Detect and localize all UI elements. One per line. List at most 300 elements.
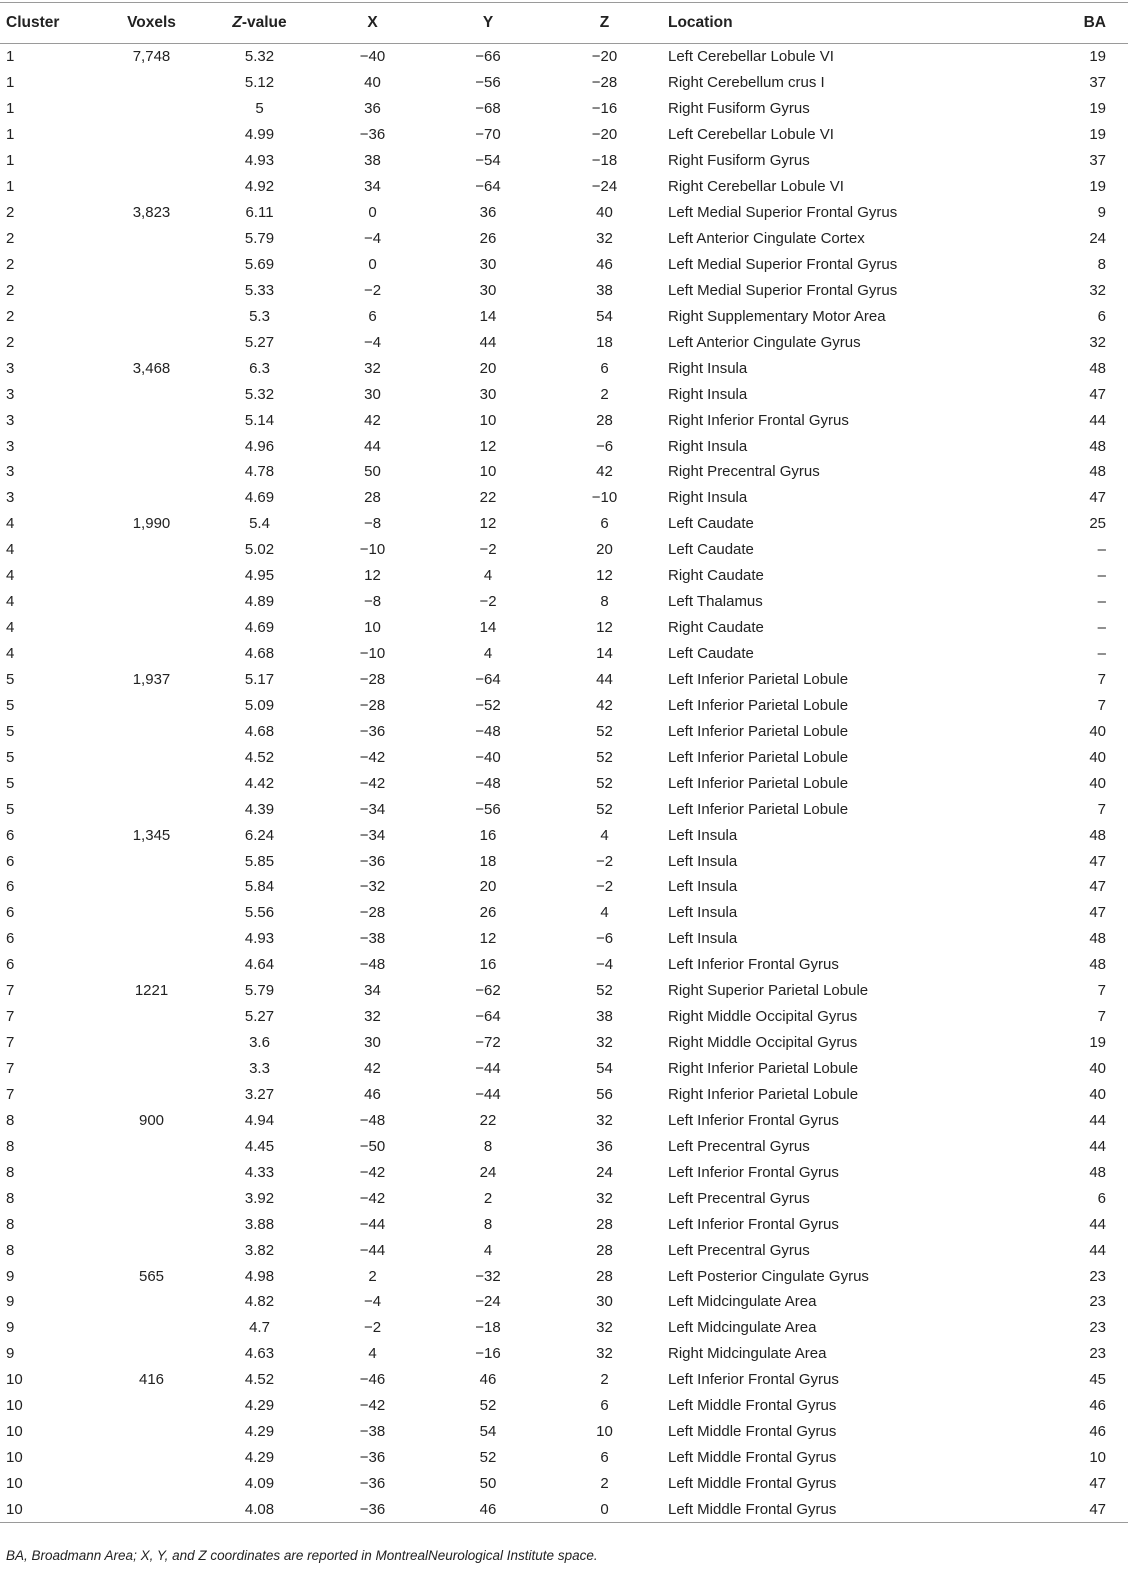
cell-cluster: 1 (6, 178, 15, 196)
cell-z: 10 (596, 1423, 613, 1441)
header-z-value (203, 3, 316, 44)
header-y: Y (429, 3, 547, 44)
cell-x: 0 (368, 204, 377, 222)
cell-cluster: 10 (6, 1449, 23, 1467)
cell-z-value: 4.52 (244, 748, 275, 766)
cell-voxels (100, 1315, 203, 1341)
cell-z: 18 (596, 333, 613, 351)
cell-voxels (100, 537, 203, 563)
table-row (0, 1263, 1128, 1289)
cell-location: Right Middle Occipital Gyrus (668, 1008, 858, 1026)
cell-z: 38 (596, 1008, 613, 1026)
cell-voxels (100, 1082, 203, 1108)
cell-cluster: 1 (6, 74, 15, 92)
cell-location: Right Inferior Parietal Lobule (668, 1085, 859, 1103)
cell-voxels (100, 900, 203, 926)
cell-ba: 48 (1089, 1163, 1106, 1181)
cell-z: 6 (600, 515, 609, 533)
table-row (0, 1030, 1128, 1056)
cell-voxels (100, 770, 203, 796)
cell-z: 32 (596, 1111, 613, 1129)
cell-x: −34 (359, 800, 386, 818)
cell-location: Left Anterior Cingulate Gyrus (668, 333, 861, 351)
cell-y: −16 (475, 1345, 501, 1363)
cell-x: −42 (359, 1397, 386, 1415)
cell-voxels: 1,345 (132, 826, 171, 844)
cell-ba: 25 (1089, 515, 1106, 533)
cell-location: Left Caudate (668, 515, 754, 533)
header-ba: BA (970, 3, 1128, 44)
cell-x: −28 (359, 696, 386, 714)
cell-y: −56 (475, 800, 501, 818)
cell-ba: 48 (1089, 826, 1106, 844)
cell-voxels (100, 1445, 203, 1471)
cell-location: Left Insula (668, 930, 738, 948)
cell-y: −70 (475, 126, 501, 144)
cell-y: 4 (483, 567, 493, 585)
cell-location: Left Insula (668, 826, 738, 844)
cell-voxels (100, 226, 203, 252)
table-row (0, 485, 1128, 511)
cell-y: 46 (429, 1497, 547, 1523)
cell-x: 2 (368, 1267, 377, 1285)
cell-x: −50 (359, 1137, 386, 1155)
cell-ba: 8 (1097, 255, 1106, 273)
cell-cluster: 1 (6, 126, 15, 144)
cell-ba: – (1097, 645, 1106, 663)
cell-z: 14 (596, 645, 613, 663)
cell-location: Right Superior Parietal Lobule (668, 982, 869, 1000)
cell-voxels (100, 1056, 203, 1082)
cell-location: Left Inferior Parietal Lobule (668, 800, 849, 818)
cell-ba: 19 (1089, 1034, 1106, 1052)
table-row (0, 1056, 1128, 1082)
cell-cluster: 7 (6, 1008, 15, 1026)
cell-ba: 37 (1089, 74, 1106, 92)
cell-y: 52 (479, 1449, 497, 1467)
cell-z-value: 4.99 (244, 126, 275, 144)
cell-location: Left Precentral Gyrus (668, 1137, 810, 1155)
cell-location: Left Inferior Frontal Gyrus (668, 1163, 839, 1181)
cell-y: −72 (475, 1034, 501, 1052)
cell-z: 52 (596, 774, 613, 792)
cell-y: 30 (479, 255, 497, 273)
cell-y: −54 (475, 152, 501, 170)
cell-voxels (100, 926, 203, 952)
cell-location: Left Inferior Frontal Gyrus (668, 1111, 839, 1129)
cell-z: 44 (596, 670, 613, 688)
cell-x: 50 (364, 463, 381, 481)
cell-cluster: 4 (6, 567, 15, 585)
cell-voxels (100, 1030, 203, 1056)
cell-location: Right Inferior Parietal Lobule (668, 1060, 859, 1078)
results-table (0, 2, 1128, 1523)
cell-ba: 48 (1089, 930, 1106, 948)
cell-z: 32 (596, 1345, 613, 1363)
cell-cluster: 6 (6, 904, 15, 922)
cell-x: −4 (363, 1293, 382, 1311)
cell-z-value: 6.3 (249, 359, 270, 377)
cell-z-value: 5.02 (244, 541, 275, 559)
cell-ba: – (1097, 541, 1106, 559)
cell-cluster: 3 (6, 411, 15, 429)
cell-cluster: 3 (6, 463, 15, 481)
cell-location: Right Fusiform Gyrus (668, 152, 810, 170)
cell-x: 46 (364, 1085, 381, 1103)
cell-location: Right Insula (668, 359, 748, 377)
cell-ba: 48 (1089, 359, 1106, 377)
cell-z-value: 3.6 (249, 1034, 270, 1052)
cell-location: Left Inferior Parietal Lobule (668, 696, 849, 714)
cell-cluster: 8 (6, 1163, 15, 1181)
header-voxels: Voxels (100, 3, 203, 44)
cell-y: −40 (475, 748, 501, 766)
cell-z-value: 4.64 (244, 956, 275, 974)
cell-z-value: 4.96 (244, 437, 275, 455)
cell-z-value: 3.88 (244, 1215, 275, 1233)
table-row (0, 692, 1128, 718)
cell-x: 0 (368, 255, 377, 273)
table-row (0, 848, 1128, 874)
cell-cluster: 5 (6, 696, 15, 714)
table-row (0, 174, 1128, 200)
cell-x: −38 (359, 930, 386, 948)
cell-location: Left Inferior Frontal Gyrus (668, 1215, 839, 1233)
table-row (0, 796, 1128, 822)
cell-cluster: 10 (0, 1497, 100, 1523)
cell-voxels: 1,990 (132, 515, 171, 533)
cell-x: −36 (359, 722, 386, 740)
table-row (0, 122, 1128, 148)
cell-cluster: 8 (6, 1137, 15, 1155)
cell-z: −28 (591, 74, 618, 92)
cell-cluster: 7 (6, 1085, 15, 1103)
cell-y: 36 (479, 204, 497, 222)
table-row (0, 952, 1128, 978)
table-row (0, 252, 1128, 278)
cell-ba: 19 (1089, 126, 1106, 144)
cell-x: 32 (364, 1008, 381, 1026)
cell-cluster: 2 (6, 255, 15, 273)
cell-z-value: 3.3 (249, 1060, 270, 1078)
cell-voxels: 416 (138, 1371, 165, 1389)
table-row (0, 1211, 1128, 1237)
cell-cluster: 8 (6, 1215, 15, 1233)
cell-z-value: 5.32 (244, 385, 275, 403)
cell-y: −24 (475, 1293, 501, 1311)
cell-z-value: 5.3 (249, 307, 270, 325)
cell-cluster: 6 (6, 878, 15, 896)
cell-x: 4 (368, 1345, 377, 1363)
cell-cluster: 2 (6, 230, 15, 248)
cell-z-value: 4.68 (244, 722, 275, 740)
cell-cluster: 6 (6, 930, 15, 948)
cell-voxels (100, 174, 203, 200)
cell-location: Left Middle Frontal Gyrus (662, 1497, 970, 1523)
cell-ba: 48 (1089, 463, 1106, 481)
cell-location: Left Insula (668, 904, 738, 922)
table-row (0, 1497, 1128, 1523)
cell-ba: 44 (1089, 411, 1106, 429)
cell-location: Right Cerebellar Lobule VI (668, 178, 844, 196)
cell-voxels (100, 796, 203, 822)
cell-cluster: 4 (6, 515, 15, 533)
cell-ba: 32 (1089, 281, 1106, 299)
cell-cluster: 7 (6, 1060, 15, 1078)
cell-z-value: 4.82 (244, 1293, 275, 1311)
cell-x: −10 (359, 541, 386, 559)
cell-voxels (100, 1237, 203, 1263)
cell-y: 18 (479, 852, 497, 870)
cell-z: 6 (600, 1397, 609, 1415)
cell-x: −36 (359, 1475, 386, 1493)
cell-voxels: 900 (138, 1111, 165, 1129)
cell-ba: 40 (1089, 1085, 1106, 1103)
table-row (0, 1289, 1128, 1315)
header-cluster: Cluster (0, 3, 100, 44)
cell-cluster: 9 (6, 1267, 15, 1285)
cell-z-value: 4.98 (244, 1267, 275, 1285)
cell-location: Right Insula (668, 385, 748, 403)
cell-z-value: 3.82 (244, 1241, 275, 1259)
cell-y: 16 (479, 956, 497, 974)
cell-location: Left Precentral Gyrus (668, 1189, 810, 1207)
cell-z-value: 5.84 (244, 878, 275, 896)
cell-cluster: 7 (6, 1034, 15, 1052)
table-row (0, 1445, 1128, 1471)
cell-z-value: 5.27 (244, 1008, 275, 1026)
header-location: Location (662, 3, 970, 44)
cell-z-value: 5.69 (244, 255, 275, 273)
table-row (0, 1367, 1128, 1393)
cell-location: Right Midcingulate Area (668, 1345, 827, 1363)
table-row (0, 96, 1128, 122)
cell-cluster: 4 (6, 619, 15, 637)
cell-cluster: 10 (6, 1397, 23, 1415)
cell-y: −56 (475, 74, 501, 92)
table-row (0, 615, 1128, 641)
cell-z: 30 (596, 1293, 613, 1311)
cell-z-value: 5.32 (244, 48, 275, 66)
cell-voxels (100, 1419, 203, 1445)
cell-z: 20 (596, 541, 613, 559)
cell-z: −24 (591, 178, 618, 196)
cell-x: −42 (359, 748, 386, 766)
cell-ba: – (1097, 567, 1106, 585)
cell-ba: 10 (1089, 1449, 1106, 1467)
cell-z: 12 (596, 567, 613, 585)
cell-y: 12 (479, 437, 497, 455)
cell-cluster: 9 (6, 1345, 15, 1363)
cell-y: 50 (479, 1475, 497, 1493)
cell-x: −36 (359, 852, 386, 870)
cell-y: 22 (479, 1111, 497, 1129)
cell-x: 42 (364, 1060, 381, 1078)
cell-z: −6 (595, 437, 614, 455)
cell-z-value: 4.89 (244, 593, 275, 611)
cell-z: 40 (596, 204, 613, 222)
cell-location: Right Insula (668, 437, 748, 455)
cell-z: 56 (596, 1085, 613, 1103)
table-row (0, 641, 1128, 667)
cell-voxels (100, 1497, 203, 1523)
cell-ba: 7 (1097, 982, 1106, 1000)
cell-location: Left Midcingulate Area (668, 1319, 817, 1337)
cell-voxels (100, 1289, 203, 1315)
cell-y: 8 (483, 1215, 493, 1233)
table-row (0, 226, 1128, 252)
cell-location: Left Anterior Cingulate Cortex (668, 230, 865, 248)
cell-ba: 47 (1089, 904, 1106, 922)
cell-x: −4 (363, 230, 382, 248)
cell-x: −48 (359, 956, 386, 974)
cell-ba: 46 (1089, 1397, 1106, 1415)
cell-ba: 40 (1089, 774, 1106, 792)
cell-ba: 19 (1089, 48, 1106, 66)
cell-x: −8 (363, 515, 382, 533)
cell-cluster: 7 (6, 982, 15, 1000)
table-row (0, 1393, 1128, 1419)
table-row (0, 1237, 1128, 1263)
cell-voxels (100, 96, 203, 122)
cell-ba: 40 (1089, 722, 1106, 740)
cell-y: −64 (475, 670, 501, 688)
cell-ba: – (1097, 593, 1106, 611)
cell-location: Left Middle Frontal Gyrus (668, 1397, 837, 1415)
cell-voxels (100, 1393, 203, 1419)
cell-voxels (100, 70, 203, 96)
cell-cluster: 10 (6, 1475, 23, 1493)
cell-voxels (100, 252, 203, 278)
cell-cluster: 5 (6, 774, 15, 792)
cell-z: 28 (596, 1215, 613, 1233)
cell-ba: 7 (1097, 670, 1106, 688)
cell-x: 42 (364, 411, 381, 429)
cell-z-value: 5.09 (244, 696, 275, 714)
cell-x: 44 (364, 437, 381, 455)
cell-ba: 23 (1089, 1345, 1106, 1363)
cell-z: 32 (596, 1189, 613, 1207)
cell-z-value: 5.17 (244, 670, 275, 688)
cell-z: −18 (591, 152, 618, 170)
cell-x: 38 (364, 152, 381, 170)
cell-y: 24 (479, 1163, 497, 1181)
table-row (0, 874, 1128, 900)
cell-y: −2 (479, 593, 497, 611)
cell-cluster: 5 (6, 800, 15, 818)
cell-voxels (100, 148, 203, 174)
cell-z: 54 (596, 307, 613, 325)
cell-x: 32 (364, 359, 381, 377)
cell-voxels: 7,748 (132, 48, 171, 66)
table-row (0, 277, 1128, 303)
results-table-container (0, 2, 1128, 1523)
cell-voxels (100, 303, 203, 329)
cell-x: 30 (364, 385, 381, 403)
cell-ba: 23 (1089, 1293, 1106, 1311)
cell-x: −36 (359, 1449, 386, 1467)
cell-x: −42 (359, 774, 386, 792)
table-row (0, 770, 1128, 796)
cell-z-value: 6.11 (245, 204, 274, 222)
cell-y: 20 (479, 359, 497, 377)
table-row (0, 1107, 1128, 1133)
cell-voxels: 1221 (134, 982, 169, 1000)
table-footnote: BA, Broadmann Area; X, Y, and Z coordinates are reported in MontrealNeurological Institute space. (6, 1548, 598, 1563)
table-row (0, 1185, 1128, 1211)
cell-y: −32 (475, 1267, 501, 1285)
cell-location: Left Middle Frontal Gyrus (668, 1423, 837, 1441)
table-row (0, 718, 1128, 744)
cell-z: 2 (600, 1475, 609, 1493)
cell-ba: 48 (1089, 437, 1106, 455)
cell-z-value: 5 (255, 100, 264, 118)
cell-voxels: 565 (138, 1267, 165, 1285)
cell-ba: 47 (1089, 852, 1106, 870)
cell-cluster: 2 (6, 333, 15, 351)
cell-ba: 44 (1089, 1215, 1106, 1233)
cell-location: Left Middle Frontal Gyrus (668, 1449, 837, 1467)
table-row (0, 537, 1128, 563)
cell-z: 8 (600, 593, 609, 611)
table-row (0, 148, 1128, 174)
cell-z-value: 5.4 (249, 515, 270, 533)
cell-ba: 9 (1097, 204, 1106, 222)
cell-y: 26 (479, 230, 497, 248)
cell-z-value: 4.39 (244, 800, 275, 818)
cell-cluster: 2 (6, 204, 15, 222)
cell-x: 30 (364, 1034, 381, 1052)
cell-z: −16 (591, 100, 618, 118)
cell-cluster: 6 (6, 826, 15, 844)
table-row (0, 329, 1128, 355)
cell-y: 54 (479, 1423, 497, 1441)
cell-x: −28 (359, 670, 386, 688)
cell-z: 12 (596, 619, 613, 637)
cell-x: −28 (359, 904, 386, 922)
cell-y: 22 (479, 489, 497, 507)
cell-z-value: 4.33 (244, 1163, 275, 1181)
cell-cluster: 10 (6, 1423, 23, 1441)
cell-y: 14 (479, 307, 497, 325)
cell-z-value: 4.52 (244, 1371, 275, 1389)
table-row (0, 1082, 1128, 1108)
table-row (0, 900, 1128, 926)
cell-ba: 23 (1089, 1267, 1106, 1285)
cell-y: 4 (483, 645, 493, 663)
table-row (0, 459, 1128, 485)
cell-z-value: 5.33 (244, 281, 275, 299)
table-row (0, 563, 1128, 589)
cell-z-value: 4.69 (244, 489, 275, 507)
cell-voxels (100, 277, 203, 303)
cell-ba: 32 (1089, 333, 1106, 351)
cell-voxels (100, 563, 203, 589)
cell-y: 12 (479, 515, 497, 533)
cell-location: Left Medial Superior Frontal Gyrus (668, 204, 898, 222)
cell-z: 52 (596, 722, 613, 740)
cell-z-value: 5.56 (244, 904, 275, 922)
cell-z: −20 (591, 126, 618, 144)
cell-y: 30 (479, 281, 497, 299)
cell-location: Left Inferior Parietal Lobule (668, 722, 849, 740)
cell-z: 28 (596, 1241, 613, 1259)
cell-y: −52 (475, 696, 501, 714)
table-row (0, 667, 1128, 693)
table-row (0, 511, 1128, 537)
cell-ba: 6 (1097, 307, 1106, 325)
cell-x: −4 (363, 333, 382, 351)
